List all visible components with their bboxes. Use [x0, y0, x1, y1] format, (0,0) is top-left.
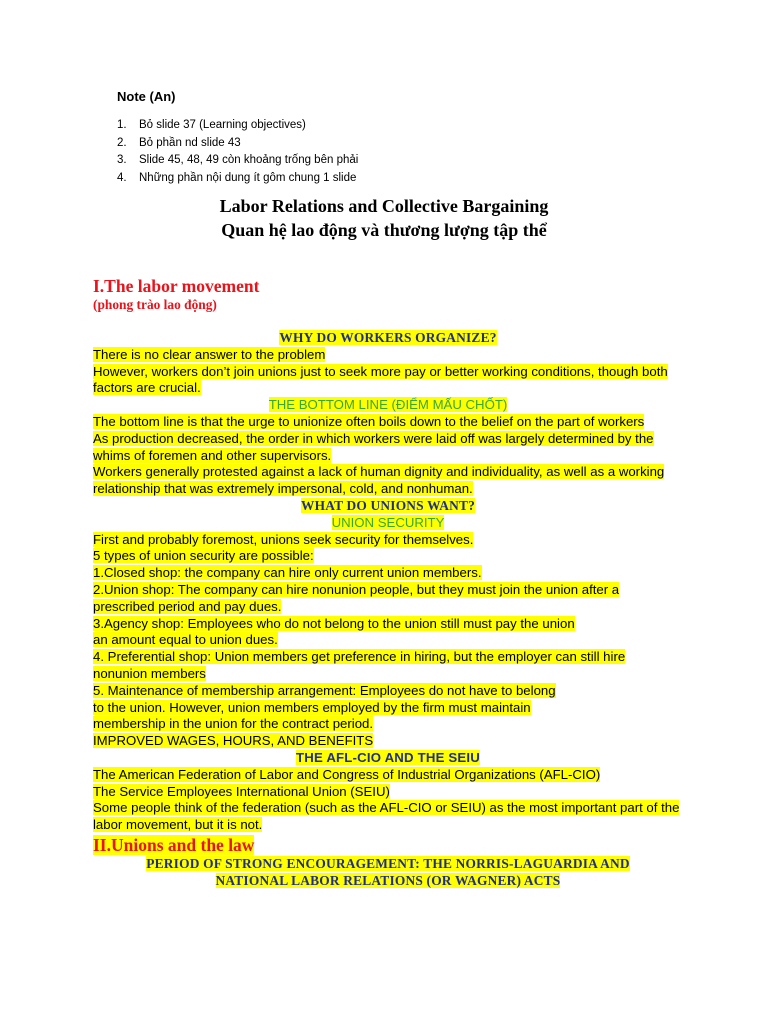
paragraph: 3.Agency shop: Employees who do not belong to the union still must pay the union: [93, 615, 575, 631]
paragraph: 5. Maintenance of membership arrangement: Employees do not have to belong: [93, 682, 556, 698]
union-security-heading: UNION SECURITY: [331, 514, 445, 530]
paragraph: 4. Preferential shop: Union members get preference in hiring, but the employer can still hire nonunion members: [93, 649, 626, 681]
paragraph: IMPROVED WAGES, HOURS, AND BENEFITS: [93, 733, 374, 749]
paragraph: 5 types of union security are possible:: [93, 548, 314, 564]
document-content: [93, 275, 683, 890]
note-title: Note (An): [117, 89, 176, 104]
paragraph: There is no clear answer to the problem: [93, 346, 326, 362]
paragraph: membership in the union for the contract period.: [93, 716, 374, 732]
note-item-text: Slide 45, 48, 49 còn khoảng trống bên phải: [139, 154, 359, 166]
afl-cio-heading: THE AFL-CIO AND THE SEIU: [295, 749, 481, 765]
document-title-english: Labor Relations and Collective Bargaining: [219, 196, 549, 216]
note-item-number: 1.: [117, 119, 127, 131]
paragraph: an amount equal to union dues.: [93, 632, 278, 648]
document-title-vietnamese: Quan hệ lao động và thương lượng tập thể: [221, 220, 547, 240]
paragraph: 1.Closed shop: the company can hire only current union members.: [93, 565, 482, 581]
paragraph: Workers generally protested against a lack of human dignity and individuality, as well as a working relationship that was extremely impersonal, cold, and nonhuman.: [93, 464, 665, 497]
bottom-line-heading: THE BOTTOM LINE (ĐIỂM MẤU CHỐT): [268, 397, 508, 413]
note-list: [117, 117, 358, 187]
note-item-text: Bỏ slide 37 (Learning objectives): [139, 119, 306, 131]
paragraph: The Service Employees International Union (SEIU): [93, 783, 390, 799]
note-item: [117, 170, 358, 188]
note-item: [117, 117, 358, 135]
note-item-number: 2.: [117, 136, 127, 149]
section-1-subheading: (phong trào lao động): [93, 297, 217, 312]
paragraph: However, workers don’t join unions just to seek more pay or better working conditions, though both factors are crucial.: [93, 363, 668, 396]
paragraph: 2.Union shop: The company can hire nonunion people, but they must join the union after a prescribed period and pay dues.: [93, 581, 620, 614]
note-item-number: 3.: [117, 154, 127, 166]
paragraph: The bottom line is that the urge to unionize often boils down to the belief on the part of workers: [93, 413, 645, 429]
paragraph: The American Federation of Labor and Congress of Industrial Organizations (AFL-CIO): [93, 766, 601, 782]
note-item-text: Bỏ phần nd slide 43: [139, 136, 241, 149]
note-item-text: Những phần nội dung ít gôm chung 1 slide: [139, 171, 357, 184]
paragraph: to the union. However, union members employed by the firm must maintain: [93, 699, 531, 715]
paragraph: As production decreased, the order in which workers were laid off was largely determined by the whims of foremen and other supervisors.: [93, 430, 654, 463]
period-heading-line-2: NATIONAL LABOR RELATIONS (OR WAGNER) ACTS: [215, 872, 561, 888]
section-1-heading: I.The labor movement: [93, 276, 260, 296]
period-heading-line-1: PERIOD OF STRONG ENCOURAGEMENT: THE NORRIS-LAGUARDIA AND: [146, 855, 630, 871]
note-item: [117, 135, 358, 153]
unions-want-heading: WHAT DO UNIONS WANT?: [300, 497, 476, 513]
paragraph: First and probably foremost, unions seek security for themselves.: [93, 531, 474, 547]
paragraph: Some people think of the federation (such as the AFL-CIO or SEIU) as the most important part of the labor movement, but it is not.: [93, 800, 680, 833]
why-organize-heading: WHY DO WORKERS ORGANIZE?: [279, 330, 497, 345]
note-item-number: 4.: [117, 171, 127, 184]
section-2-heading: II.Unions and the law: [93, 834, 255, 855]
note-item: [117, 152, 358, 170]
